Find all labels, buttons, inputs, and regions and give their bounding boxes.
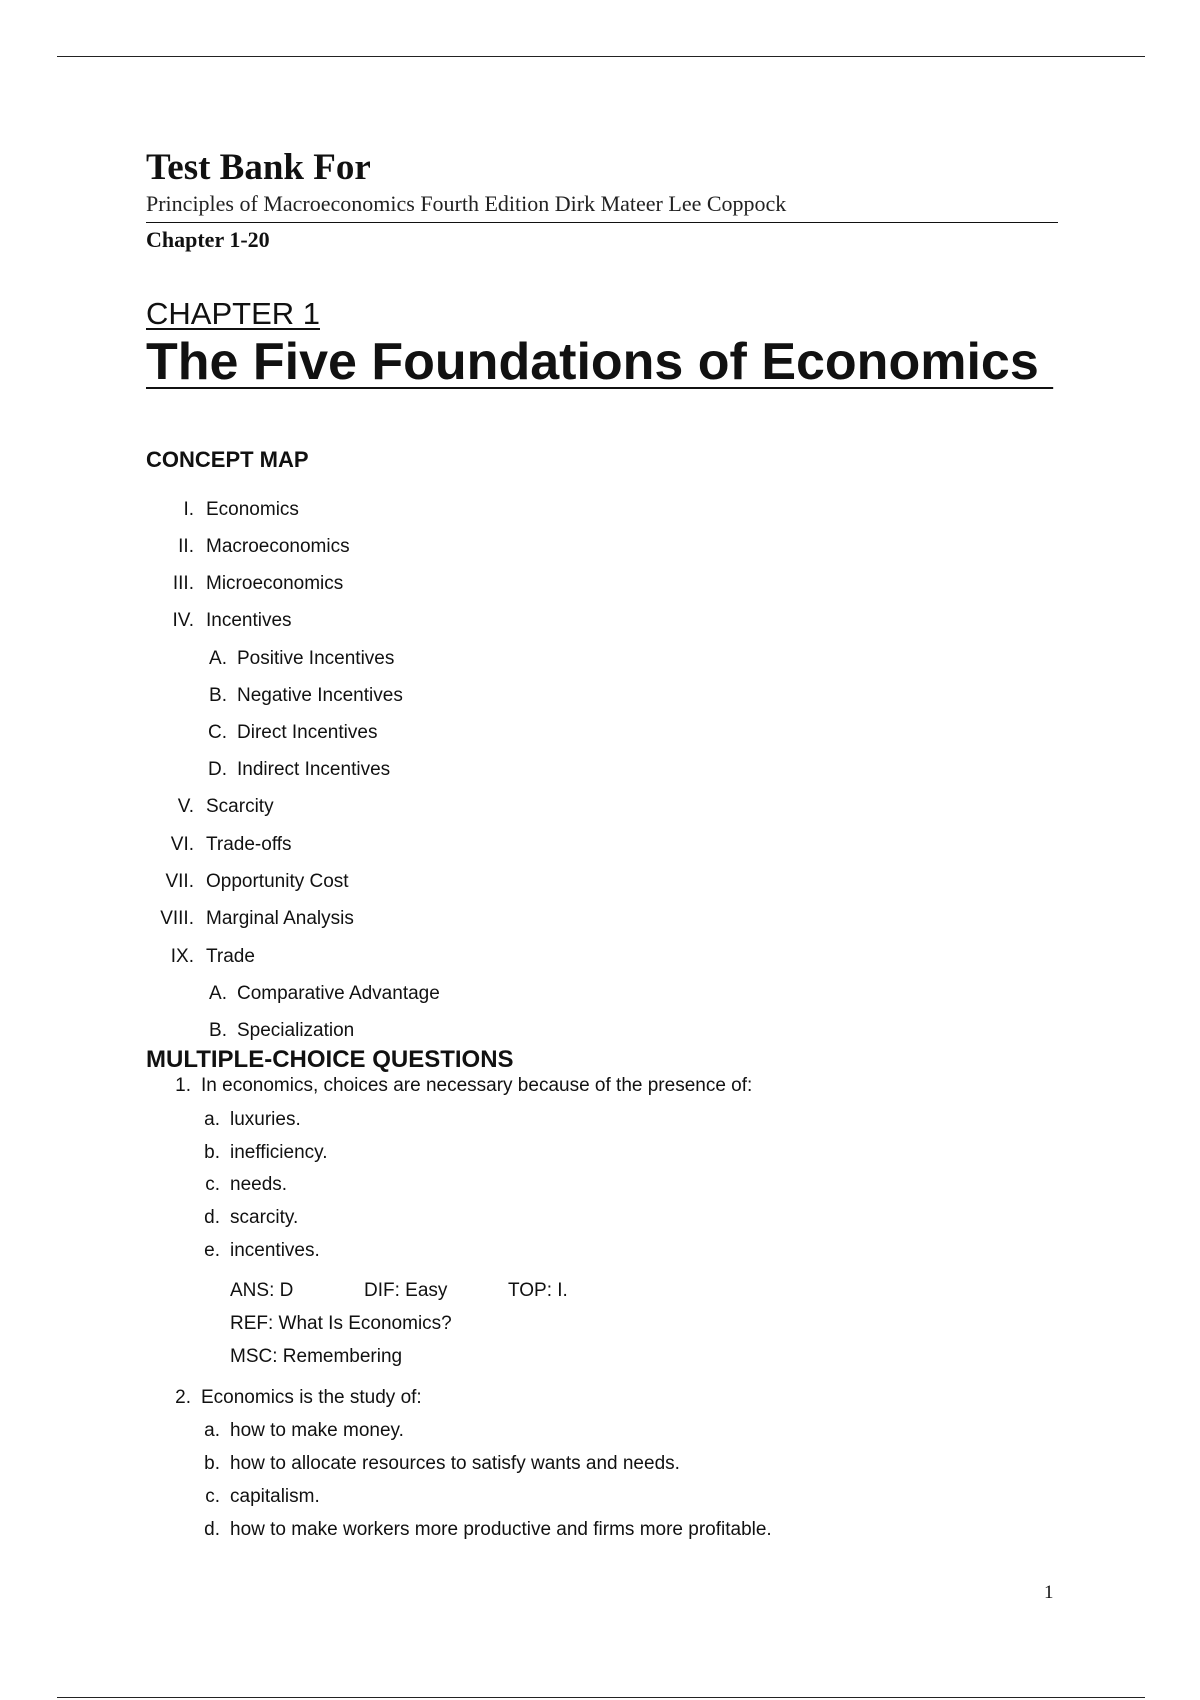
outline-item-number: I. [183, 499, 194, 520]
answer-option [205, 1174, 288, 1196]
option-text: capitalism. [230, 1486, 320, 1507]
chapter-label: CHAPTER 1 [146, 296, 320, 331]
outline-item-number: VII. [165, 871, 194, 892]
option-letter: d. [204, 1519, 220, 1540]
outline-subitem [208, 722, 378, 744]
page-number: 1 [1044, 1582, 1054, 1603]
bottom-border-rule [57, 1697, 1145, 1698]
outline-item [170, 946, 255, 968]
outline-item-label: Comparative Advantage [237, 983, 440, 1004]
answer-option [204, 1453, 680, 1475]
outline-item [165, 871, 349, 893]
outline-item-label: Opportunity Cost [206, 871, 349, 892]
outline-item [177, 796, 274, 818]
outline-item [178, 536, 350, 558]
outline-item-number: V. [177, 796, 194, 817]
answer-option [205, 1486, 320, 1508]
chapter-title: The Five Foundations of Economics [146, 333, 1054, 391]
outline-item [170, 834, 292, 856]
option-text: incentives. [230, 1240, 320, 1261]
outline-item-number: A. [209, 648, 227, 669]
option-text: how to make money. [230, 1420, 404, 1441]
option-text: luxuries. [230, 1109, 301, 1130]
outline-item-number: IX. [170, 946, 194, 967]
outline-item-label: Specialization [237, 1020, 355, 1041]
option-text: inefficiency. [230, 1142, 328, 1163]
outline-item-label: Marginal Analysis [206, 908, 354, 929]
option-letter: c. [205, 1486, 220, 1507]
outline-item-label: Macroeconomics [206, 536, 350, 557]
answer-option [204, 1420, 404, 1442]
option-text: how to make workers more productive and firms more profitable. [230, 1519, 772, 1540]
top-border-rule [57, 56, 1145, 57]
outline-item-label: Indirect Incentives [237, 759, 391, 780]
reference-label: REF: What Is Economics? [230, 1313, 452, 1334]
outline-item-label: Scarcity [206, 796, 274, 817]
document-title: Test Bank For [146, 147, 371, 188]
answer-key: ANS: D [230, 1280, 294, 1301]
question-stem [175, 1387, 422, 1409]
outline-item-number: A. [209, 983, 227, 1004]
multiple-choice-heading: MULTIPLE-CHOICE QUESTIONS [146, 1046, 514, 1073]
option-letter: e. [204, 1240, 220, 1261]
outline-item-label: Direct Incentives [237, 722, 378, 743]
document-subtitle: Principles of Macroeconomics Fourth Edition Dirk Mateer Lee Coppock [146, 191, 787, 216]
outline-item-number: VI. [170, 834, 194, 855]
difficulty-label: DIF: Easy [364, 1280, 448, 1301]
option-letter: d. [204, 1207, 220, 1228]
option-letter: b. [204, 1142, 220, 1163]
outline-item-number: VIII. [160, 908, 194, 929]
option-letter: a. [204, 1109, 220, 1130]
outline-item-label: Trade [206, 946, 255, 967]
outline-item-number: D. [208, 759, 227, 780]
outline-item-label: Incentives [206, 610, 292, 631]
outline-item-label: Microeconomics [206, 573, 344, 594]
outline-item-label: Positive Incentives [237, 648, 395, 669]
question-text: In economics, choices are necessary because of the presence of: [201, 1075, 753, 1096]
outline-item [160, 908, 354, 930]
outline-item-number: III. [172, 573, 194, 594]
outline-subitem [209, 685, 403, 707]
outline-subitem [209, 1020, 355, 1042]
outline-subitem [209, 983, 440, 1005]
option-text: how to allocate resources to satisfy wants and needs. [230, 1453, 680, 1474]
outline-item-number: II. [178, 536, 194, 557]
option-text: scarcity. [230, 1207, 299, 1228]
answer-option [204, 1240, 320, 1262]
answer-option [204, 1109, 301, 1131]
option-text: needs. [230, 1174, 288, 1195]
answer-option [204, 1142, 328, 1164]
outline-item-number: B. [209, 1020, 227, 1041]
subtitle-rule [146, 222, 1058, 223]
question-number: 1. [175, 1075, 191, 1096]
question-number: 2. [175, 1387, 191, 1408]
concept-map-heading: CONCEPT MAP [146, 447, 309, 472]
question-text: Economics is the study of: [201, 1387, 422, 1408]
outline-item [172, 573, 344, 595]
chapter-range: Chapter 1-20 [146, 227, 270, 252]
answer-key-line [230, 1280, 293, 1302]
outline-item-number: C. [208, 722, 227, 743]
outline-item-number: IV. [172, 610, 194, 631]
answer-option [204, 1207, 299, 1229]
option-letter: a. [204, 1420, 220, 1441]
outline-item-label: Negative Incentives [237, 685, 403, 706]
outline-subitem [208, 759, 391, 781]
question-stem [175, 1075, 753, 1097]
skill-label: MSC: Remembering [230, 1346, 403, 1367]
outline-item-number: B. [209, 685, 227, 706]
outline-subitem [209, 648, 395, 670]
outline-item-label: Trade-offs [206, 834, 292, 855]
option-letter: b. [204, 1453, 220, 1474]
answer-option [204, 1519, 772, 1541]
option-letter: c. [205, 1174, 220, 1195]
topic-label: TOP: I. [508, 1280, 568, 1301]
outline-item-label: Economics [206, 499, 299, 520]
outline-item [183, 499, 299, 521]
outline-item [172, 610, 292, 632]
